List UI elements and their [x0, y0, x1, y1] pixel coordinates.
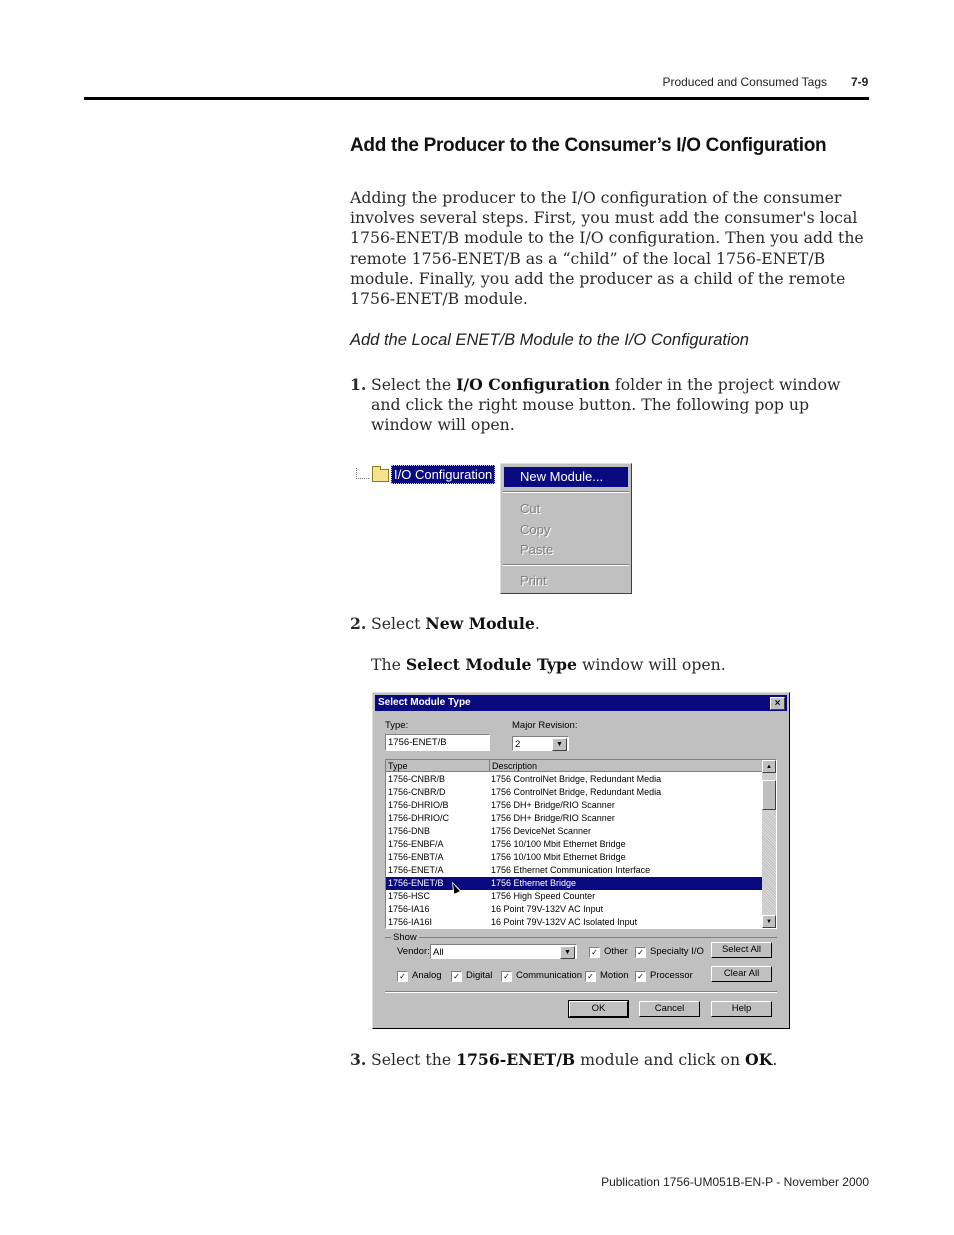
step-number: 2.	[350, 614, 367, 633]
row-description: 1756 DH+ Bridge/RIO Scanner	[491, 800, 615, 810]
table-row[interactable]	[386, 903, 763, 916]
help-button[interactable]: Help	[711, 1001, 772, 1017]
row-description: 1756 Ethernet Communication Interface	[491, 865, 651, 875]
show-label: Show	[393, 932, 417, 943]
menu-item-new-module[interactable]: New Module...	[504, 467, 628, 487]
row-description: 1756 High Speed Counter	[491, 891, 596, 901]
tree-node-io-configuration[interactable]	[356, 464, 496, 486]
checkbox-processor[interactable]: ✓ Processor	[635, 970, 693, 982]
column-header-description[interactable]: Description	[490, 760, 764, 772]
running-header: Produced and Consumed Tags	[662, 75, 827, 89]
checkbox-analog[interactable]: ✓ Analog	[397, 970, 442, 982]
table-row[interactable]	[386, 864, 763, 877]
close-icon[interactable]: ×	[770, 697, 785, 710]
row-type: 1756-IA16I	[388, 917, 433, 927]
row-type: 1756-HSC	[388, 891, 431, 901]
type-input[interactable]: 1756-ENET/B	[385, 734, 490, 751]
check-icon: ✓	[635, 947, 646, 958]
row-description: 1756 10/100 Mbit Ethernet Bridge	[491, 839, 626, 849]
step-3: 3. Select the 1756-ENET/B module and click on OK.	[350, 1050, 778, 1069]
checkbox-motion[interactable]: ✓ Motion	[585, 970, 629, 982]
table-row[interactable]	[386, 851, 763, 864]
row-description: 1756 DeviceNet Scanner	[491, 826, 592, 836]
row-type: 1756-ENBT/A	[388, 852, 444, 862]
dialog-title-bar	[375, 695, 787, 711]
tree-node-label[interactable]: I/O Configuration	[391, 465, 495, 484]
tree-connector	[356, 468, 369, 479]
intro-paragraph: Adding the producer to the I/O configuration of the consumer involves several steps. First, you must add the consumer's local 1756-ENET/B module to the I/O configuration. Then you add the remote 1756-ENET/B as a “child” of the local 1756-ENET/B module. Finally, you add the producer as a child of the remote 1756-ENET/B module.	[350, 188, 864, 309]
table-row[interactable]	[386, 812, 763, 825]
scroll-up-icon[interactable]: ▲	[762, 760, 776, 773]
row-type: 1756-ENET/B	[388, 878, 444, 888]
table-row[interactable]	[386, 838, 763, 851]
context-menu	[500, 463, 632, 594]
checkbox-specialty-io[interactable]: ✓ Specialty I/O	[635, 946, 704, 958]
check-icon: ✓	[589, 947, 600, 958]
dialog-title: Select Module Type	[378, 697, 471, 708]
folder-icon	[372, 469, 389, 482]
row-type: 1756-ENBF/A	[388, 839, 444, 849]
vendor-select[interactable]	[430, 944, 577, 959]
revision-value: 2	[515, 739, 521, 750]
row-description: 1756 ControlNet Bridge, Redundant Media	[491, 774, 662, 784]
chevron-down-icon[interactable]: ▼	[560, 946, 575, 959]
step-1: 1. Select the I/O Configuration folder in the project window and click the right mouse button. The following pop up window will open.	[350, 375, 841, 435]
dialog-divider	[385, 991, 777, 993]
checkbox-communication[interactable]: ✓ Communication	[501, 970, 582, 982]
row-description: 1756 DH+ Bridge/RIO Scanner	[491, 813, 615, 823]
chevron-down-icon[interactable]: ▼	[552, 738, 567, 751]
vertical-scrollbar[interactable]	[762, 760, 776, 928]
table-row[interactable]	[386, 799, 763, 812]
table-row[interactable]	[386, 877, 763, 890]
row-description: 1756 10/100 Mbit Ethernet Bridge	[491, 852, 626, 862]
check-icon: ✓	[397, 971, 408, 982]
step-2: 2. Select New Module.	[350, 614, 540, 633]
header-rule	[84, 97, 869, 100]
menu-item-copy[interactable]: Copy	[520, 522, 551, 537]
row-type: 1756-ENET/A	[388, 865, 444, 875]
row-type: 1756-IA16	[388, 904, 430, 914]
table-row[interactable]	[386, 786, 763, 799]
module-list[interactable]	[385, 759, 777, 929]
step-2-result: The Select Module Type window will open.	[371, 655, 726, 674]
checkbox-other[interactable]: ✓ Other	[589, 946, 628, 958]
vendor-label: Vendor:	[397, 946, 430, 957]
menu-item-print[interactable]: Print	[520, 573, 547, 588]
scroll-thumb[interactable]	[762, 780, 776, 810]
show-group	[385, 932, 777, 990]
menu-separator	[503, 491, 629, 493]
revision-label: Major Revision:	[512, 720, 578, 731]
row-description: 1756 ControlNet Bridge, Redundant Media	[491, 787, 662, 797]
row-description: 16 Point 79V-132V AC Input	[491, 904, 604, 914]
row-type: 1756-CNBR/B	[388, 774, 446, 784]
row-type: 1756-CNBR/D	[388, 787, 446, 797]
type-label: Type:	[385, 720, 409, 731]
row-description: 16 Point 79V-132V AC Isolated Input	[491, 917, 638, 927]
section-title: Add the Producer to the Consumer’s I/O Configuration	[350, 135, 827, 156]
check-icon: ✓	[451, 971, 462, 982]
select-module-type-dialog	[372, 692, 790, 1029]
row-type: 1756-DHRIO/C	[388, 813, 450, 823]
checkbox-digital[interactable]: ✓ Digital	[451, 970, 492, 982]
scroll-down-icon[interactable]: ▼	[762, 915, 776, 928]
table-row[interactable]	[386, 890, 763, 903]
cancel-button[interactable]: Cancel	[639, 1001, 700, 1017]
row-type: 1756-DHRIO/B	[388, 800, 449, 810]
check-icon: ✓	[585, 971, 596, 982]
menu-separator	[503, 564, 629, 566]
table-row[interactable]	[386, 916, 763, 929]
menu-item-paste[interactable]: Paste	[520, 542, 554, 557]
revision-select[interactable]	[512, 736, 569, 751]
check-icon: ✓	[501, 971, 512, 982]
row-type: 1756-DNB	[388, 826, 431, 836]
footer-publication: Publication 1756-UM051B-EN-P - November 2000	[601, 1175, 869, 1189]
clear-all-button[interactable]: Clear All	[711, 966, 772, 982]
step-number: 3.	[350, 1050, 367, 1069]
step-number: 1.	[350, 375, 367, 394]
table-row[interactable]	[386, 773, 763, 786]
column-header-type[interactable]: Type	[386, 760, 490, 772]
vendor-value: All	[433, 947, 444, 958]
page-number: 7-9	[851, 75, 869, 89]
menu-item-cut[interactable]: Cut	[520, 501, 541, 516]
select-all-button[interactable]: Select All	[711, 942, 772, 958]
table-row[interactable]	[386, 825, 763, 838]
ok-button[interactable]: OK	[569, 1001, 628, 1017]
row-description: 1756 Ethernet Bridge	[491, 878, 577, 888]
check-icon: ✓	[635, 971, 646, 982]
subheading: Add the Local ENET/B Module to the I/O Configuration	[350, 331, 749, 349]
